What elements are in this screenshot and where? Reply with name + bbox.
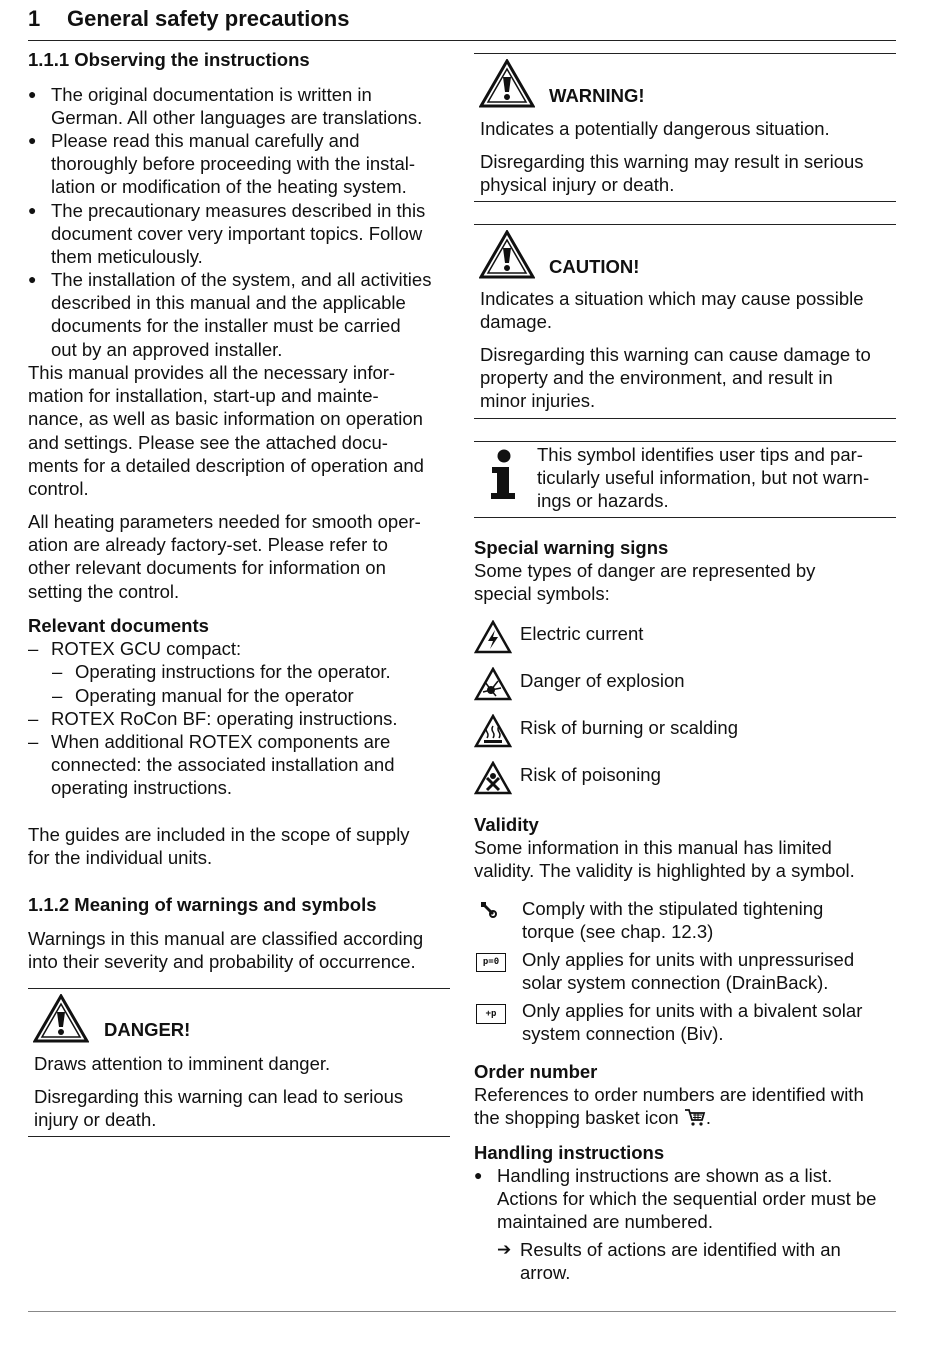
list-item: – Operating manual for the operator (75, 684, 354, 707)
validity-item: Only applies for units with a bivalent solar system connection (Biv). (522, 1000, 863, 1045)
warning-triangle-icon (479, 230, 535, 280)
danger-rule-top (28, 988, 450, 989)
bivalent-icon: +p (476, 1004, 506, 1024)
explosion-icon (474, 667, 512, 701)
special-sign-label: Risk of poisoning (520, 764, 661, 785)
special-sign-label: Electric current (520, 623, 644, 644)
info-rule-bottom (474, 517, 896, 518)
warning-label: WARNING! (549, 85, 645, 106)
warning-text: Indicates a potentially dangerous situation. (480, 118, 830, 139)
list-item: – ROTEX GCU compact: (51, 637, 241, 660)
warning-triangle-icon (479, 59, 535, 109)
info-text: This symbol identifies user tips and par- ticularly useful information, but not warn- ings or hazards. (537, 444, 870, 512)
danger-text: Draws attention to imminent danger. (34, 1053, 331, 1074)
caution-rule-bottom (474, 418, 896, 419)
shopping-basket-icon (684, 1107, 706, 1127)
drainback-icon: p=0 (476, 953, 506, 972)
list-item: ● Handling instructions are shown as a list. Actions for which the sequential order must be maintained are numbered. (497, 1164, 897, 1234)
paragraph: Warnings in this manual are classified according into their severity and probability of occurrence. (28, 928, 424, 973)
chapter-number: 1 (28, 6, 41, 31)
caution-rule-top (474, 224, 896, 225)
info-icon (486, 449, 520, 501)
electric-current-icon (474, 620, 512, 654)
footer-rule (28, 1311, 896, 1312)
validity-heading: Validity (474, 814, 539, 835)
paragraph: Some information in this manual has limited validity. The validity is highlighted by a symbol. (474, 837, 855, 882)
special-sign-label: Danger of explosion (520, 670, 685, 691)
list-item: – Operating instructions for the operator. (75, 660, 391, 683)
danger-rule-bottom (28, 1136, 450, 1137)
validity-item: Only applies for units with unpressurised solar system connection (DrainBack). (522, 949, 855, 994)
list-item: ● The installation of the system, and all activities described in this manual and the applicable documents for the installer must be carried out by an approved installer. (51, 268, 461, 361)
section-title-1-1-2: 1.1.2 Meaning of warnings and symbols (28, 894, 377, 915)
list-item: ● The original documentation is written in German. All other languages are translations. (51, 83, 461, 129)
list-item: – When additional ROTEX components are connected: the associated installation and operating instructions. (51, 730, 395, 800)
danger-label: DANGER! (104, 1019, 191, 1040)
chapter-title: General safety precautions (67, 6, 350, 31)
result-arrow-icon: ➔ (497, 1240, 512, 1259)
warning-rule-top (474, 53, 896, 54)
section-title-1-1-1: 1.1.1 Observing the instructions (28, 49, 310, 70)
handling-heading: Handling instructions (474, 1142, 665, 1163)
paragraph: This manual provides all the necessary infor- mation for installation, start-up and mainte- nance, as well as basic information on operation and settings. Please see the attached docu- ments for a detailed description of operation and control. (28, 362, 424, 500)
warning-rule-bottom (474, 201, 896, 202)
info-rule-top (474, 441, 896, 442)
list-item: – ROTEX RoCon BF: operating instructions. (51, 707, 398, 730)
paragraph: the shopping basket icon . (474, 1107, 711, 1128)
list-item: ● The precautionary measures described in this document cover very important topics. Follow them meticulously. (51, 199, 461, 269)
paragraph: The guides are included in the scope of supply for the individual units. (28, 824, 410, 869)
paragraph: Some types of danger are represented by special symbols: (474, 560, 816, 605)
paragraph: References to order numbers are identified with (474, 1084, 864, 1105)
list-item: ● Please read this manual carefully and thoroughly before proceeding with the instal- lation or modification of the heating system. (51, 129, 461, 199)
relevant-documents-heading: Relevant documents (28, 615, 209, 636)
header-rule (28, 40, 896, 41)
hot-surface-icon (474, 714, 512, 748)
warning-text: Disregarding this warning may result in serious physical injury or death. (480, 151, 864, 196)
caution-text: Indicates a situation which may cause possible damage. (480, 288, 864, 333)
special-sign-label: Risk of burning or scalding (520, 717, 738, 738)
paragraph: All heating parameters needed for smooth oper- ation are already factory-set. Please refer to other relevant documents for information on setting the control. (28, 511, 421, 602)
caution-label: CAUTION! (549, 256, 640, 277)
list-item: Results of actions are identified with an arrow. (520, 1239, 841, 1284)
wrench-icon (478, 899, 498, 919)
danger-text: Disregarding this warning can lead to serious injury or death. (34, 1086, 404, 1131)
warning-triangle-icon (33, 994, 89, 1044)
order-number-heading: Order number (474, 1061, 598, 1082)
special-warning-heading: Special warning signs (474, 537, 669, 558)
validity-item: Comply with the stipulated tightening torque (see chap. 12.3) (522, 898, 824, 943)
caution-text: Disregarding this warning can cause damage to property and the environment, and result in minor injuries. (480, 344, 871, 412)
poison-icon (474, 761, 512, 795)
